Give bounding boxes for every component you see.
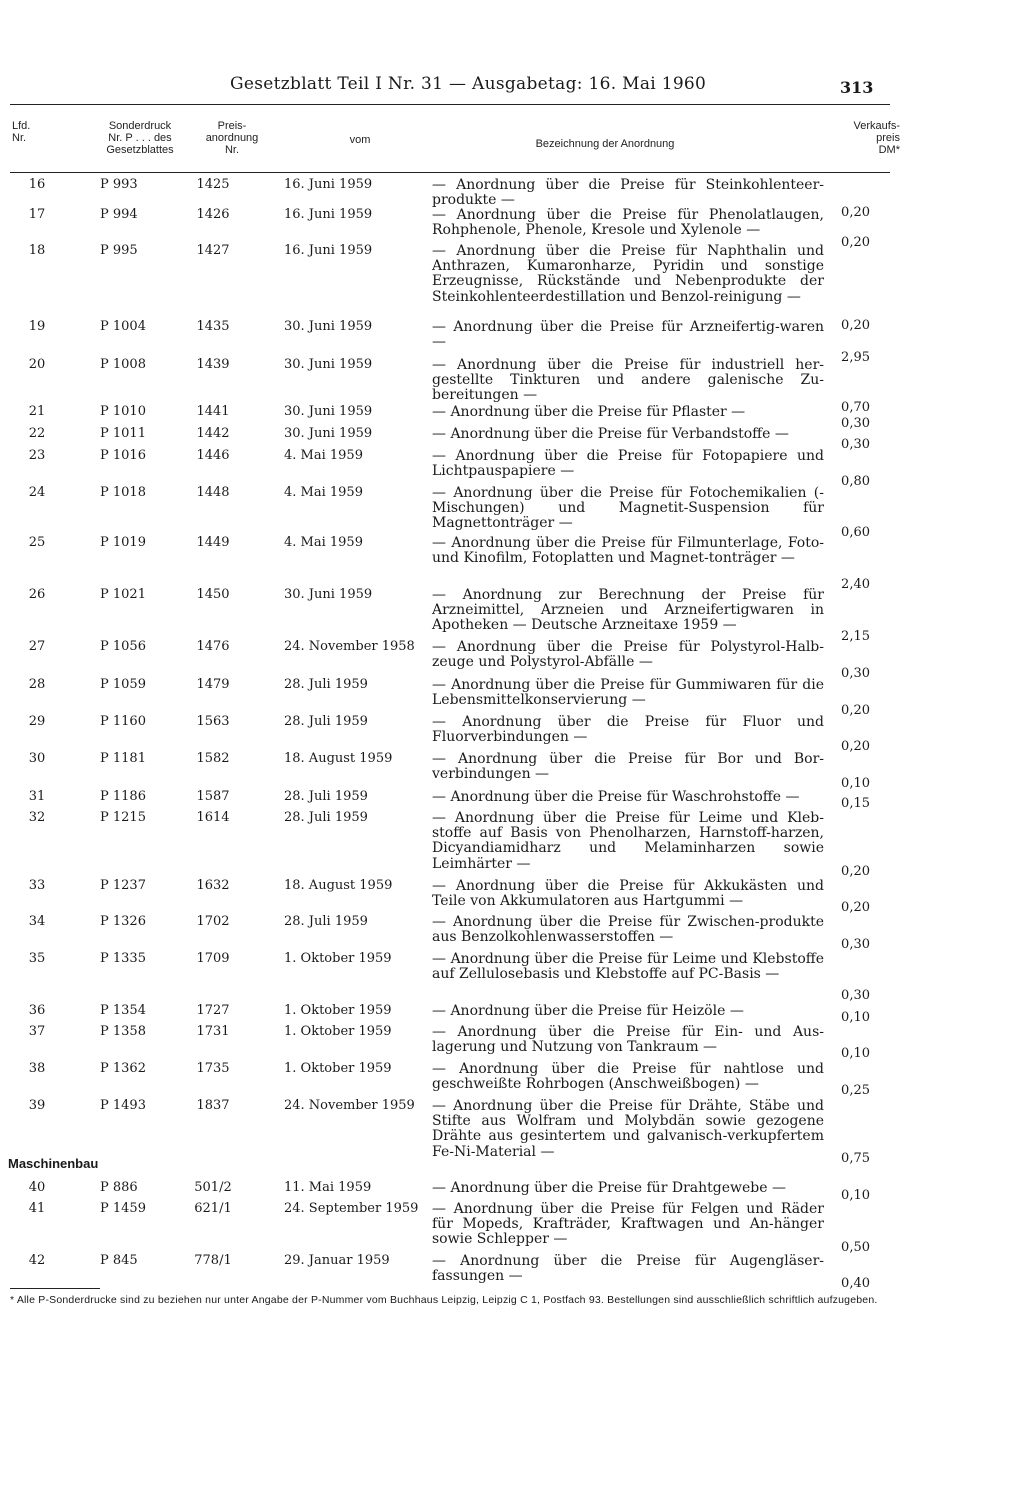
row-number: 19	[28, 319, 46, 334]
date: 16. Juni 1959	[284, 243, 373, 258]
date: 28. Juli 1959	[284, 677, 368, 692]
price: 0,30	[841, 416, 870, 431]
sonderdruck-number: P 1059	[100, 677, 146, 692]
price: 0,25	[841, 1083, 870, 1098]
date: 30. Juni 1959	[284, 587, 373, 602]
date: 16. Juni 1959	[284, 177, 373, 192]
preisanordnung-number: 1441	[196, 404, 230, 419]
preisanordnung-number: 621/1	[194, 1201, 232, 1216]
preisanordnung-number: 1731	[196, 1024, 230, 1039]
ordinance-title: — Anordnung über die Preise für Fluor und Fluorverbindungen —	[432, 714, 824, 746]
price: 0,30	[841, 437, 870, 452]
column-header-lfd: Lfd. Nr.	[12, 120, 31, 144]
footnote: * Alle P-Sonderdrucke sind zu beziehen nur unter Angabe der P-Nummer vom Buchhaus Leipzig, Leipzig C 1, Postfach 93. Bestellungen sind ausschließlich schriftlich aufzugeben.	[10, 1294, 878, 1306]
date: 1. Oktober 1959	[284, 1024, 392, 1039]
preisanordnung-number: 1448	[196, 485, 230, 500]
date: 4. Mai 1959	[284, 485, 363, 500]
ordinance-title: — Anordnung über die Preise für Drahtgewebe —	[432, 1180, 786, 1196]
header-title: Gesetzblatt Teil I Nr. 31 — Ausgabetag: 16. Mai 1960	[230, 74, 707, 94]
ordinance-title: — Anordnung zur Berechnung der Preise für Arzneimittel, Arzneien und Arzneifertigwaren in Apotheken — Deutsche Arzneitaxe 1959 —	[432, 587, 824, 634]
ordinance-title: — Anordnung über die Preise für Heizöle —	[432, 1003, 744, 1019]
column-header-bezeichnung: Bezeichnung der Anordnung	[535, 138, 675, 150]
ordinance-title: — Anordnung über die Preise für Fotochemikalien (-Mischungen) und Magnetit-Suspension für Magnettonträger —	[432, 485, 824, 532]
ordinance-title: — Anordnung über die Preise für Filmunterlage, Foto- und Kinofilm, Fotoplatten und Magnet-tonträger —	[432, 535, 824, 567]
date: 16. Juni 1959	[284, 207, 373, 222]
ordinance-title: — Anordnung über die Preise für Arzneifertig-waren —	[432, 319, 824, 351]
date: 24. November 1959	[284, 1098, 415, 1113]
row-number: 23	[28, 448, 46, 463]
row-number: 32	[28, 810, 46, 825]
date: 4. Mai 1959	[284, 535, 363, 550]
page-header	[0, 74, 1024, 98]
preisanordnung-number: 1582	[196, 751, 230, 766]
column-header-preisanordnung: Preis- anordnung Nr.	[205, 120, 259, 156]
date: 1. Oktober 1959	[284, 1061, 392, 1076]
price: 2,15	[841, 629, 870, 644]
price: 0,20	[841, 864, 870, 879]
table-row	[0, 243, 1024, 305]
preisanordnung-number: 1449	[196, 535, 230, 550]
row-number: 37	[28, 1024, 46, 1039]
row-number: 38	[28, 1061, 46, 1076]
sonderdruck-number: P 1011	[100, 426, 146, 441]
table-row	[0, 677, 1024, 709]
table-row	[0, 448, 1024, 480]
row-number: 34	[28, 914, 46, 929]
sonderdruck-number: P 1018	[100, 485, 146, 500]
section-heading-maschinenbau: Maschinenbau	[8, 1156, 99, 1171]
ordinance-title: — Anordnung über die Preise für Augengläser-fassungen —	[432, 1253, 824, 1285]
preisanordnung-number: 1439	[196, 357, 230, 372]
sonderdruck-number: P 1362	[100, 1061, 146, 1076]
sonderdruck-number: P 1459	[100, 1201, 146, 1216]
preisanordnung-number: 1587	[196, 789, 230, 804]
ordinance-title: — Anordnung über die Preise für nahtlose und geschweißte Rohrbogen (Anschweißbogen) —	[432, 1061, 824, 1093]
date: 29. Januar 1959	[284, 1253, 390, 1268]
ordinance-title: — Anordnung über die Preise für Steinkohlenteer-produkte —	[432, 177, 824, 209]
sonderdruck-number: P 1004	[100, 319, 146, 334]
ordinance-title: — Anordnung über die Preise für Akkukästen und Teile von Akkumulatoren aus Hartgummi —	[432, 878, 824, 910]
date: 30. Juni 1959	[284, 319, 373, 334]
ordinance-title: — Anordnung über die Preise für Ein- und Aus-lagerung und Nutzung von Tankraum —	[432, 1024, 824, 1056]
price: 0,30	[841, 937, 870, 952]
row-number: 21	[28, 404, 46, 419]
price: 0,15	[841, 796, 870, 811]
preisanordnung-number: 1425	[196, 177, 230, 192]
preisanordnung-number: 1426	[196, 207, 230, 222]
sonderdruck-number: P 995	[100, 243, 138, 258]
sonderdruck-number: P 1354	[100, 1003, 146, 1018]
price: 0,10	[841, 1010, 870, 1025]
row-number: 17	[28, 207, 46, 222]
price: 0,50	[841, 1240, 870, 1255]
preisanordnung-number: 1476	[196, 639, 230, 654]
sonderdruck-number: P 845	[100, 1253, 138, 1268]
date: 24. November 1958	[284, 639, 415, 654]
top-rule	[10, 104, 890, 105]
price: 0,20	[841, 703, 870, 718]
preisanordnung-number: 1709	[196, 951, 230, 966]
preisanordnung-number: 1446	[196, 448, 230, 463]
price: 0,70	[841, 400, 870, 415]
price: 0,40	[841, 1276, 870, 1291]
table-row	[0, 639, 1024, 671]
sonderdruck-number: P 993	[100, 177, 138, 192]
row-number: 26	[28, 587, 46, 602]
ordinance-title: — Anordnung über die Preise für Felgen und Räder für Mopeds, Krafträder, Kraftwagen und An-hänger sowie Schlepper —	[432, 1201, 824, 1248]
row-number: 36	[28, 1003, 46, 1018]
sonderdruck-number: P 1237	[100, 878, 146, 893]
date: 4. Mai 1959	[284, 448, 363, 463]
preisanordnung-number: 501/2	[194, 1180, 232, 1195]
price: 0,30	[841, 988, 870, 1003]
ordinance-title: — Anordnung über die Preise für industriell her-gestellte Tinkturen und andere galenische Zu-bereitungen —	[432, 357, 824, 404]
table-row	[0, 951, 1024, 983]
row-number: 28	[28, 677, 46, 692]
ordinance-title: — Anordnung über die Preise für Verbandstoffe —	[432, 426, 789, 442]
sonderdruck-number: P 1008	[100, 357, 146, 372]
preisanordnung-number: 1427	[196, 243, 230, 258]
preisanordnung-number: 1837	[196, 1098, 230, 1113]
preisanordnung-number: 1614	[196, 810, 230, 825]
row-number: 35	[28, 951, 46, 966]
row-number: 18	[28, 243, 46, 258]
row-number: 40	[28, 1180, 46, 1195]
price: 0,10	[841, 776, 870, 791]
sonderdruck-number: P 1160	[100, 714, 146, 729]
sonderdruck-number: P 1019	[100, 535, 146, 550]
ordinance-title: — Anordnung über die Preise für Leime und Klebstoffe auf Zellulosebasis und Klebstoffe auf PC-Basis —	[432, 951, 824, 983]
row-number: 22	[28, 426, 46, 441]
date: 28. Juli 1959	[284, 714, 368, 729]
row-number: 42	[28, 1253, 46, 1268]
table-row	[0, 426, 1024, 442]
sonderdruck-number: P 1016	[100, 448, 146, 463]
ordinance-title: — Anordnung über die Preise für Waschrohstoffe —	[432, 789, 800, 805]
sonderdruck-number: P 1335	[100, 951, 146, 966]
sonderdruck-number: P 1215	[100, 810, 146, 825]
price: 2,95	[841, 350, 870, 365]
date: 1. Oktober 1959	[284, 1003, 392, 1018]
preisanordnung-number: 1727	[196, 1003, 230, 1018]
sonderdruck-number: P 1056	[100, 639, 146, 654]
table-row	[0, 751, 1024, 783]
sonderdruck-number: P 994	[100, 207, 138, 222]
preisanordnung-number: 1632	[196, 878, 230, 893]
price: 0,20	[841, 205, 870, 220]
price: 0,20	[841, 318, 870, 333]
price: 0,80	[841, 474, 870, 489]
header-rule	[10, 172, 890, 173]
date: 30. Juni 1959	[284, 404, 373, 419]
ordinance-title: — Anordnung über die Preise für Gummiwaren für die Lebensmittelkonservierung —	[432, 677, 824, 709]
column-header-vom: vom	[349, 134, 371, 146]
ordinance-title: — Anordnung über die Preise für Polystyrol-Halb-zeuge und Polystyrol-Abfälle —	[432, 639, 824, 671]
column-header-verkaufspreis: Verkaufs- preis DM*	[853, 120, 900, 156]
ordinance-title: — Anordnung über die Preise für Bor und Bor-verbindungen —	[432, 751, 824, 783]
column-header-sonderdruck: Sonderdruck Nr. P . . . des Gesetzblattes	[106, 120, 174, 156]
ordinance-title: — Anordnung über die Preise für Fotopapiere und Lichtpauspapiere —	[432, 448, 824, 480]
date: 24. September 1959	[284, 1201, 419, 1216]
row-number: 20	[28, 357, 46, 372]
row-number: 39	[28, 1098, 46, 1113]
ordinance-title: — Anordnung über die Preise für Phenolatlaugen, Rohphenole, Phenole, Kresole und Xylenole —	[432, 207, 824, 239]
row-number: 24	[28, 485, 46, 500]
preisanordnung-number: 1450	[196, 587, 230, 602]
price: 0,20	[841, 739, 870, 754]
date: 28. Juli 1959	[284, 914, 368, 929]
date: 28. Juli 1959	[284, 789, 368, 804]
date: 1. Oktober 1959	[284, 951, 392, 966]
preisanordnung-number: 1435	[196, 319, 230, 334]
ordinance-title: — Anordnung über die Preise für Zwischen-produkte aus Benzolkohlenwasserstoffen —	[432, 914, 824, 946]
preisanordnung-number: 1702	[196, 914, 230, 929]
price: 0,20	[841, 235, 870, 250]
sonderdruck-number: P 886	[100, 1180, 138, 1195]
preisanordnung-number: 1735	[196, 1061, 230, 1076]
preisanordnung-number: 1479	[196, 677, 230, 692]
price: 2,40	[841, 577, 870, 592]
price: 0,60	[841, 525, 870, 540]
row-number: 27	[28, 639, 46, 654]
sonderdruck-number: P 1186	[100, 789, 146, 804]
date: 18. August 1959	[284, 878, 393, 893]
preisanordnung-number: 1563	[196, 714, 230, 729]
row-number: 31	[28, 789, 46, 804]
price: 0,10	[841, 1188, 870, 1203]
row-number: 29	[28, 714, 46, 729]
footnote-rule	[10, 1288, 100, 1289]
ordinance-title: — Anordnung über die Preise für Leime und Kleb-stoffe auf Basis von Phenolharzen, Harnstoff-harzen, Dicyandiamidharz und Melaminharzen sowie Leimhärter —	[432, 810, 824, 872]
row-number: 33	[28, 878, 46, 893]
ordinance-title: — Anordnung über die Preise für Pflaster —	[432, 404, 746, 420]
row-number: 16	[28, 177, 46, 192]
date: 30. Juni 1959	[284, 426, 373, 441]
date: 18. August 1959	[284, 751, 393, 766]
sonderdruck-number: P 1358	[100, 1024, 146, 1039]
sonderdruck-number: P 1181	[100, 751, 146, 766]
row-number: 41	[28, 1201, 46, 1216]
page-number: 313	[840, 78, 874, 97]
preisanordnung-number: 1442	[196, 426, 230, 441]
row-number: 30	[28, 751, 46, 766]
row-number: 25	[28, 535, 46, 550]
sonderdruck-number: P 1021	[100, 587, 146, 602]
price: 0,30	[841, 666, 870, 681]
date: 11. Mai 1959	[284, 1180, 372, 1195]
price: 0,10	[841, 1046, 870, 1061]
ordinance-title: — Anordnung über die Preise für Drähte, Stäbe und Stifte aus Wolfram und Molybdän sowie gezogene Drähte aus gesintertem und galvanisch-verkupfertem Fe-Ni-Material —	[432, 1098, 824, 1160]
sonderdruck-number: P 1493	[100, 1098, 146, 1113]
ordinance-title: — Anordnung über die Preise für Naphthalin und Anthrazen, Kumaronharze, Pyridin und sonstige Erzeugnisse, Rückstände und Nebenprodukte der Steinkohlenteerdestillation und Benzol-reinigung —	[432, 243, 824, 305]
preisanordnung-number: 778/1	[194, 1253, 232, 1268]
price: 0,75	[841, 1151, 870, 1166]
date: 30. Juni 1959	[284, 357, 373, 372]
table-row	[0, 535, 1024, 567]
price: 0,20	[841, 900, 870, 915]
date: 28. Juli 1959	[284, 810, 368, 825]
table-row	[0, 587, 1024, 634]
table-row	[0, 485, 1024, 532]
table-row	[0, 714, 1024, 746]
table-row	[0, 177, 1024, 209]
sonderdruck-number: P 1326	[100, 914, 146, 929]
sonderdruck-number: P 1010	[100, 404, 146, 419]
